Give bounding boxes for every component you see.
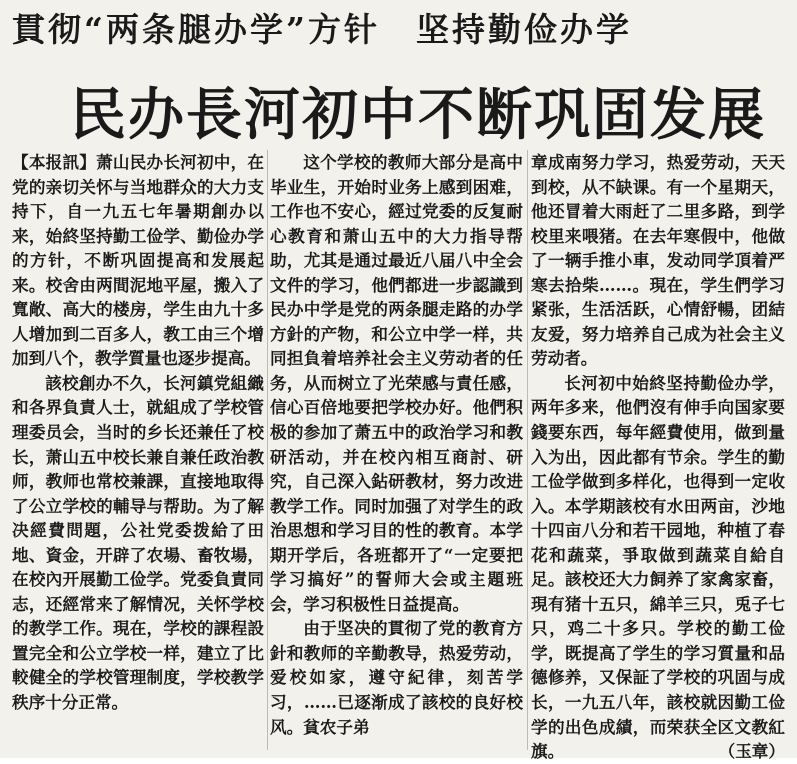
paragraph	[12, 150, 264, 371]
paragraph-text: 长河初中始終坚持勤俭办学，两年多来，他們沒有伸手向国家要錢要东西，每年經費使用，做到量入为出，因此都有节余。学生的勤工俭学做到多样化，也得到一定收入。本学期該校有水田两亩，沙地十四亩八分和若干园地，种植了春花和蔬菜，爭取做到蔬菜自給自足。該校还大力飼养了家禽家畜，現有猪十五只，綿羊三只，兎子七只，鸡二十多只。学校的勤工俭学，既提高了学生的学习質量和品德修养，又保証了学校的巩固与成长，一九五八年，該校就因勤工俭学的出色成績，而荣获全区文教紅旗。	[531, 372, 785, 762]
dateline: 【本报訊】	[12, 152, 97, 172]
article-column-2	[270, 150, 523, 739]
paragraph-text: 萧山民办长河初中，在党的亲切关怀与当地群众的大力支持下，自一九五七年暑期創办以来，始終坚持勤工俭学、勤俭办学的方针，不断巩固提高和发展起来。校舍由两間泥地平屋，搬入了寬敞、高大的楼房，学生由九十多人增加到二百多人，教工由三个增加到八个，教学質量也逐步提高。	[12, 152, 265, 369]
article-column-1	[12, 150, 264, 715]
column-divider	[527, 150, 528, 750]
paragraph	[531, 371, 785, 764]
author-byline: （玉章）	[718, 741, 785, 762]
paragraph: 这个学校的教师大部分是高中毕业生，开始时业务上感到困难，工作也不安心，經过党委的反复耐心教育和萧山五中的大力指导帮助，尤其是通过最近八届八中全会文件的学习，他們都进一步認識到民办中学是党的两条腿走路的办学方針的产物，和公立中学一样，共同担負着培养社会主义劳动者的任务，从而树立了光荣感与責任感，信心百倍地要把学校办好。他們积极的参加了萧五中的政治学习和教研活动，并在校內相互商討、研究，自己深入鉆研教材，努力改进教学工作。同时加强了对学生的政治思想和学习目的性的教育。本学期开学后，各班都开了“一定要把学习搞好”的誓师大会或主題班会，学习积极性日益提高。	[270, 152, 523, 614]
article-column-3	[531, 150, 785, 764]
paragraph: 由于坚决的貫彻了党的教育方針和教师的辛勤教导，热爱劳动，爱校如家，遵守紀律，刻苦学习，……已逐渐成了該校的良好校风。貧农子弟	[270, 618, 523, 737]
subheadline: 貫彻“两条腿办学”方针 坚持勤俭办学	[12, 10, 632, 49]
paragraph: 章成南努力学习，热爱劳动，天天到校，从不缺课。有一个星期天，他还冒着大雨赶了二里多路，到学校里来喂猪。在去年寒假中，他做了一辆手推小車，发动同学頂着严寒去拾柴……。現在，学生們学习紧张，生活活跃，心情舒暢，团結友爱，努力培养自己成为社会主义劳动者。	[531, 152, 785, 369]
column-divider	[267, 150, 268, 750]
paragraph: 該校創办不久，长河鎮党組織和各界負責人士，就組成了学校管理委员会，当时的乡长还兼任了校长，萧山五中校长兼自兼任政治教师，教师也常校兼課，直接地取得了公立学校的輔导与帮助。为了解决經費問題，公社党委拨給了田地、資金，开辟了农場、畜牧場，在校內开展勤工俭学。党委負責同志，还經常来了解情况，关怀学校的教学工作。現在，学校的課程設置完全和公立学校一样，建立了比較健全的学校管理制度，学校教学秩序十分正常。	[12, 372, 264, 713]
headline: 民办長河初中不断巩固发展	[70, 82, 766, 148]
